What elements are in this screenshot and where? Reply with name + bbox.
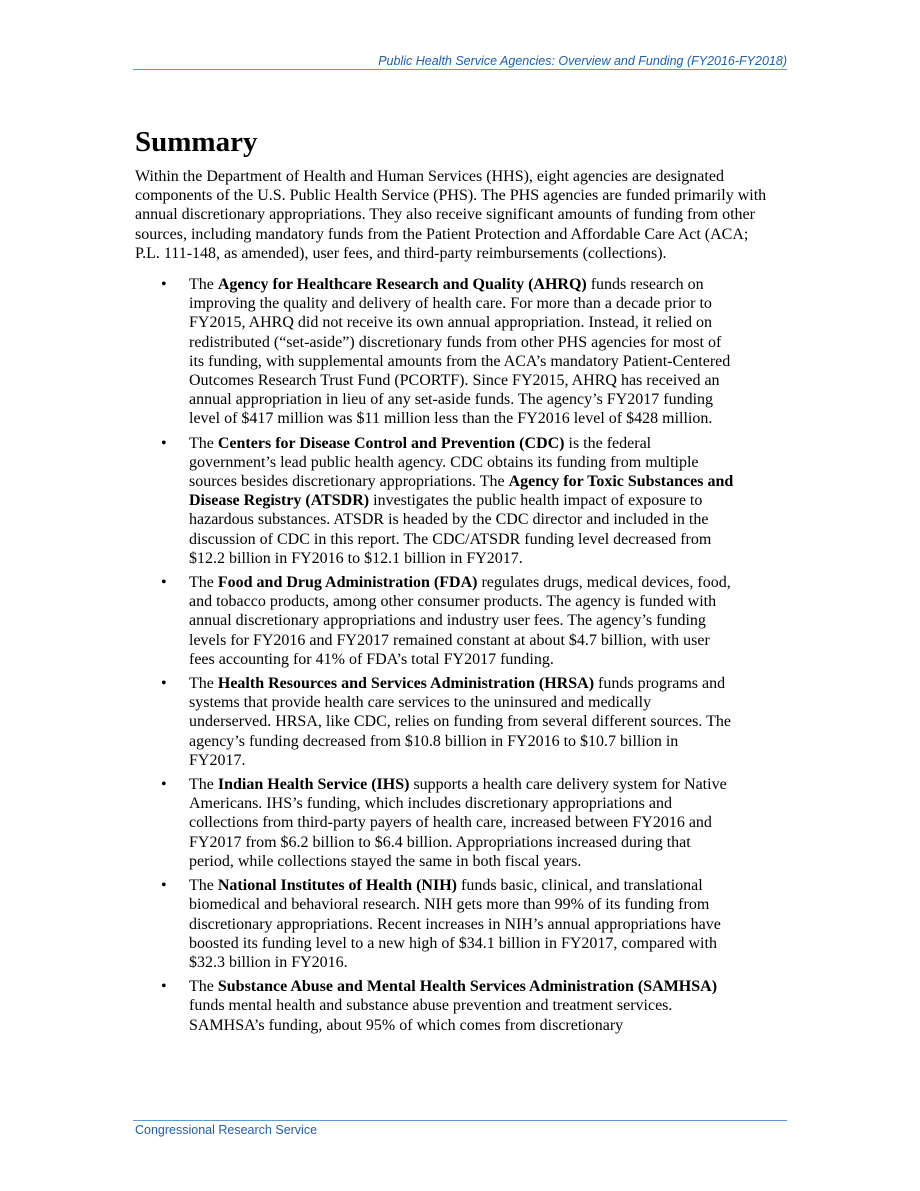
item-lead: The xyxy=(189,574,218,592)
bullet-icon: • xyxy=(161,574,167,592)
item-lead: The xyxy=(189,434,218,452)
item-text: is the federal government’s lead public health agency. CDC obtains its funding from multiple sources besides discretionary appropriations. The xyxy=(189,434,699,491)
intro-paragraph: Within the Department of Health and Human Services (HHS), eight agencies are designated components of the U.S. Public Health Service (PHS). The PHS agencies are funded primarily with annual discretionary appropriations. They also receive significant amounts of funding from other sources, including mandatory funds from the Patient Protection and Affordable Care Act (ACA; P.L. 111-148, as amended), user fees, and third-party reimbursements (collections). xyxy=(135,168,767,262)
agency-name-cdc: Centers for Disease Control and Prevention (CDC) xyxy=(217,434,565,452)
agency-name-ahrq: Agency for Healthcare Research and Quality (AHRQ) xyxy=(217,276,587,293)
item-lead: The xyxy=(189,877,218,895)
agency-name-ihs: Indian Health Service (IHS) xyxy=(217,776,410,794)
header-rule xyxy=(133,69,787,70)
item-text: funds mental health and substance abuse prevention and treatment services. SAMHSA’s funding, about 95% of which comes from discretionary xyxy=(189,997,673,1034)
bullet-icon: • xyxy=(161,877,167,895)
list-item-cdc xyxy=(135,434,735,568)
agency-name-fda: Food and Drug Administration (FDA) xyxy=(217,574,478,592)
item-lead: The xyxy=(189,276,218,293)
bullet-icon: • xyxy=(161,978,167,996)
bullet-icon: • xyxy=(161,276,167,293)
item-text: funds programs and systems that provide health care services to the uninsured and medically underserved. HRSA, like CDC, relies on funding from several different sources. The agency’s funding decreased from $10.8 billion in FY2016 to $10.7 billion in FY2017. xyxy=(189,675,731,769)
item-lead: The xyxy=(189,978,218,996)
footer-source: Congressional Research Service xyxy=(135,1123,318,1137)
item-text: investigates the public health impact of exposure to hazardous substances. ATSDR is headed by the CDC director and included in the discussion of CDC in this report. The CDC/ATSDR funding level decreased from $12.2 billion in FY2016 to $12.1 billion in FY2017. xyxy=(189,492,712,567)
list-item-nih xyxy=(135,876,735,972)
agency-list xyxy=(135,275,735,1040)
agency-name-samhsa: Substance Abuse and Mental Health Services Administration (SAMHSA) xyxy=(217,978,718,996)
list-item-samhsa xyxy=(135,977,735,1035)
bullet-icon: • xyxy=(161,776,167,794)
agency-name-nih: National Institutes of Health (NIH) xyxy=(217,877,457,895)
footer-rule xyxy=(133,1120,787,1121)
list-item-fda xyxy=(135,573,735,669)
agency-name-atsdr: Agency for Toxic Substances and Disease Registry (ATSDR) xyxy=(189,473,734,510)
item-text: supports a health care delivery system for Native Americans. IHS’s funding, which includes discretionary appropriations and collections from third-party payers of health care, increased between FY2016 and FY2017 from $6.2 billion to $6.4 billion. Appropriations increased during that period, while collections stayed the same in both fiscal years. xyxy=(189,776,727,870)
page-title: Summary xyxy=(135,126,258,158)
item-lead: The xyxy=(189,776,218,794)
running-header: Public Health Service Agencies: Overview and Funding (FY2016-FY2018) xyxy=(378,54,787,68)
item-lead: The xyxy=(189,675,218,693)
item-text: funds basic, clinical, and translational biomedical and behavioral research. NIH gets more than 99% of its funding from discretionary appropriations. Recent increases in NIH’s annual appropriations have boosted its funding level to a new high of $34.1 billion in FY2017, compared with $32.3 billion in FY2016. xyxy=(189,877,721,971)
item-text: regulates drugs, medical devices, food, and tobacco products, among other consumer products. The agency is funded with annual discretionary appropriations and industry user fees. The agency’s funding levels for FY2016 and FY2017 remained constant at about $4.7 billion, with user fees accounting for 41% of FDA’s total FY2017 funding. xyxy=(189,574,731,668)
bullet-icon: • xyxy=(161,434,167,452)
list-item-ahrq xyxy=(135,275,735,429)
item-text: funds research on improving the quality and delivery of health care. For more than a decade prior to FY2015, AHRQ did not receive its own annual appropriation. Instead, it relied on redistributed (“set-aside”) discretionary funds from other PHS agencies for most of its funding, with supplemental amounts from the ACA’s mandatory Patient-Centered Outcomes Research Trust Fund (PCORTF). Since FY2015, AHRQ has received an annual appropriation in lieu of any set-aside funds. The agency’s FY2017 funding level of $417 million was $11 million less than the FY2016 level of $428 million. xyxy=(189,276,731,428)
bullet-icon: • xyxy=(161,675,167,693)
agency-name-hrsa: Health Resources and Services Administration (HRSA) xyxy=(217,675,595,693)
list-item-hrsa xyxy=(135,674,735,770)
list-item-ihs xyxy=(135,775,735,871)
